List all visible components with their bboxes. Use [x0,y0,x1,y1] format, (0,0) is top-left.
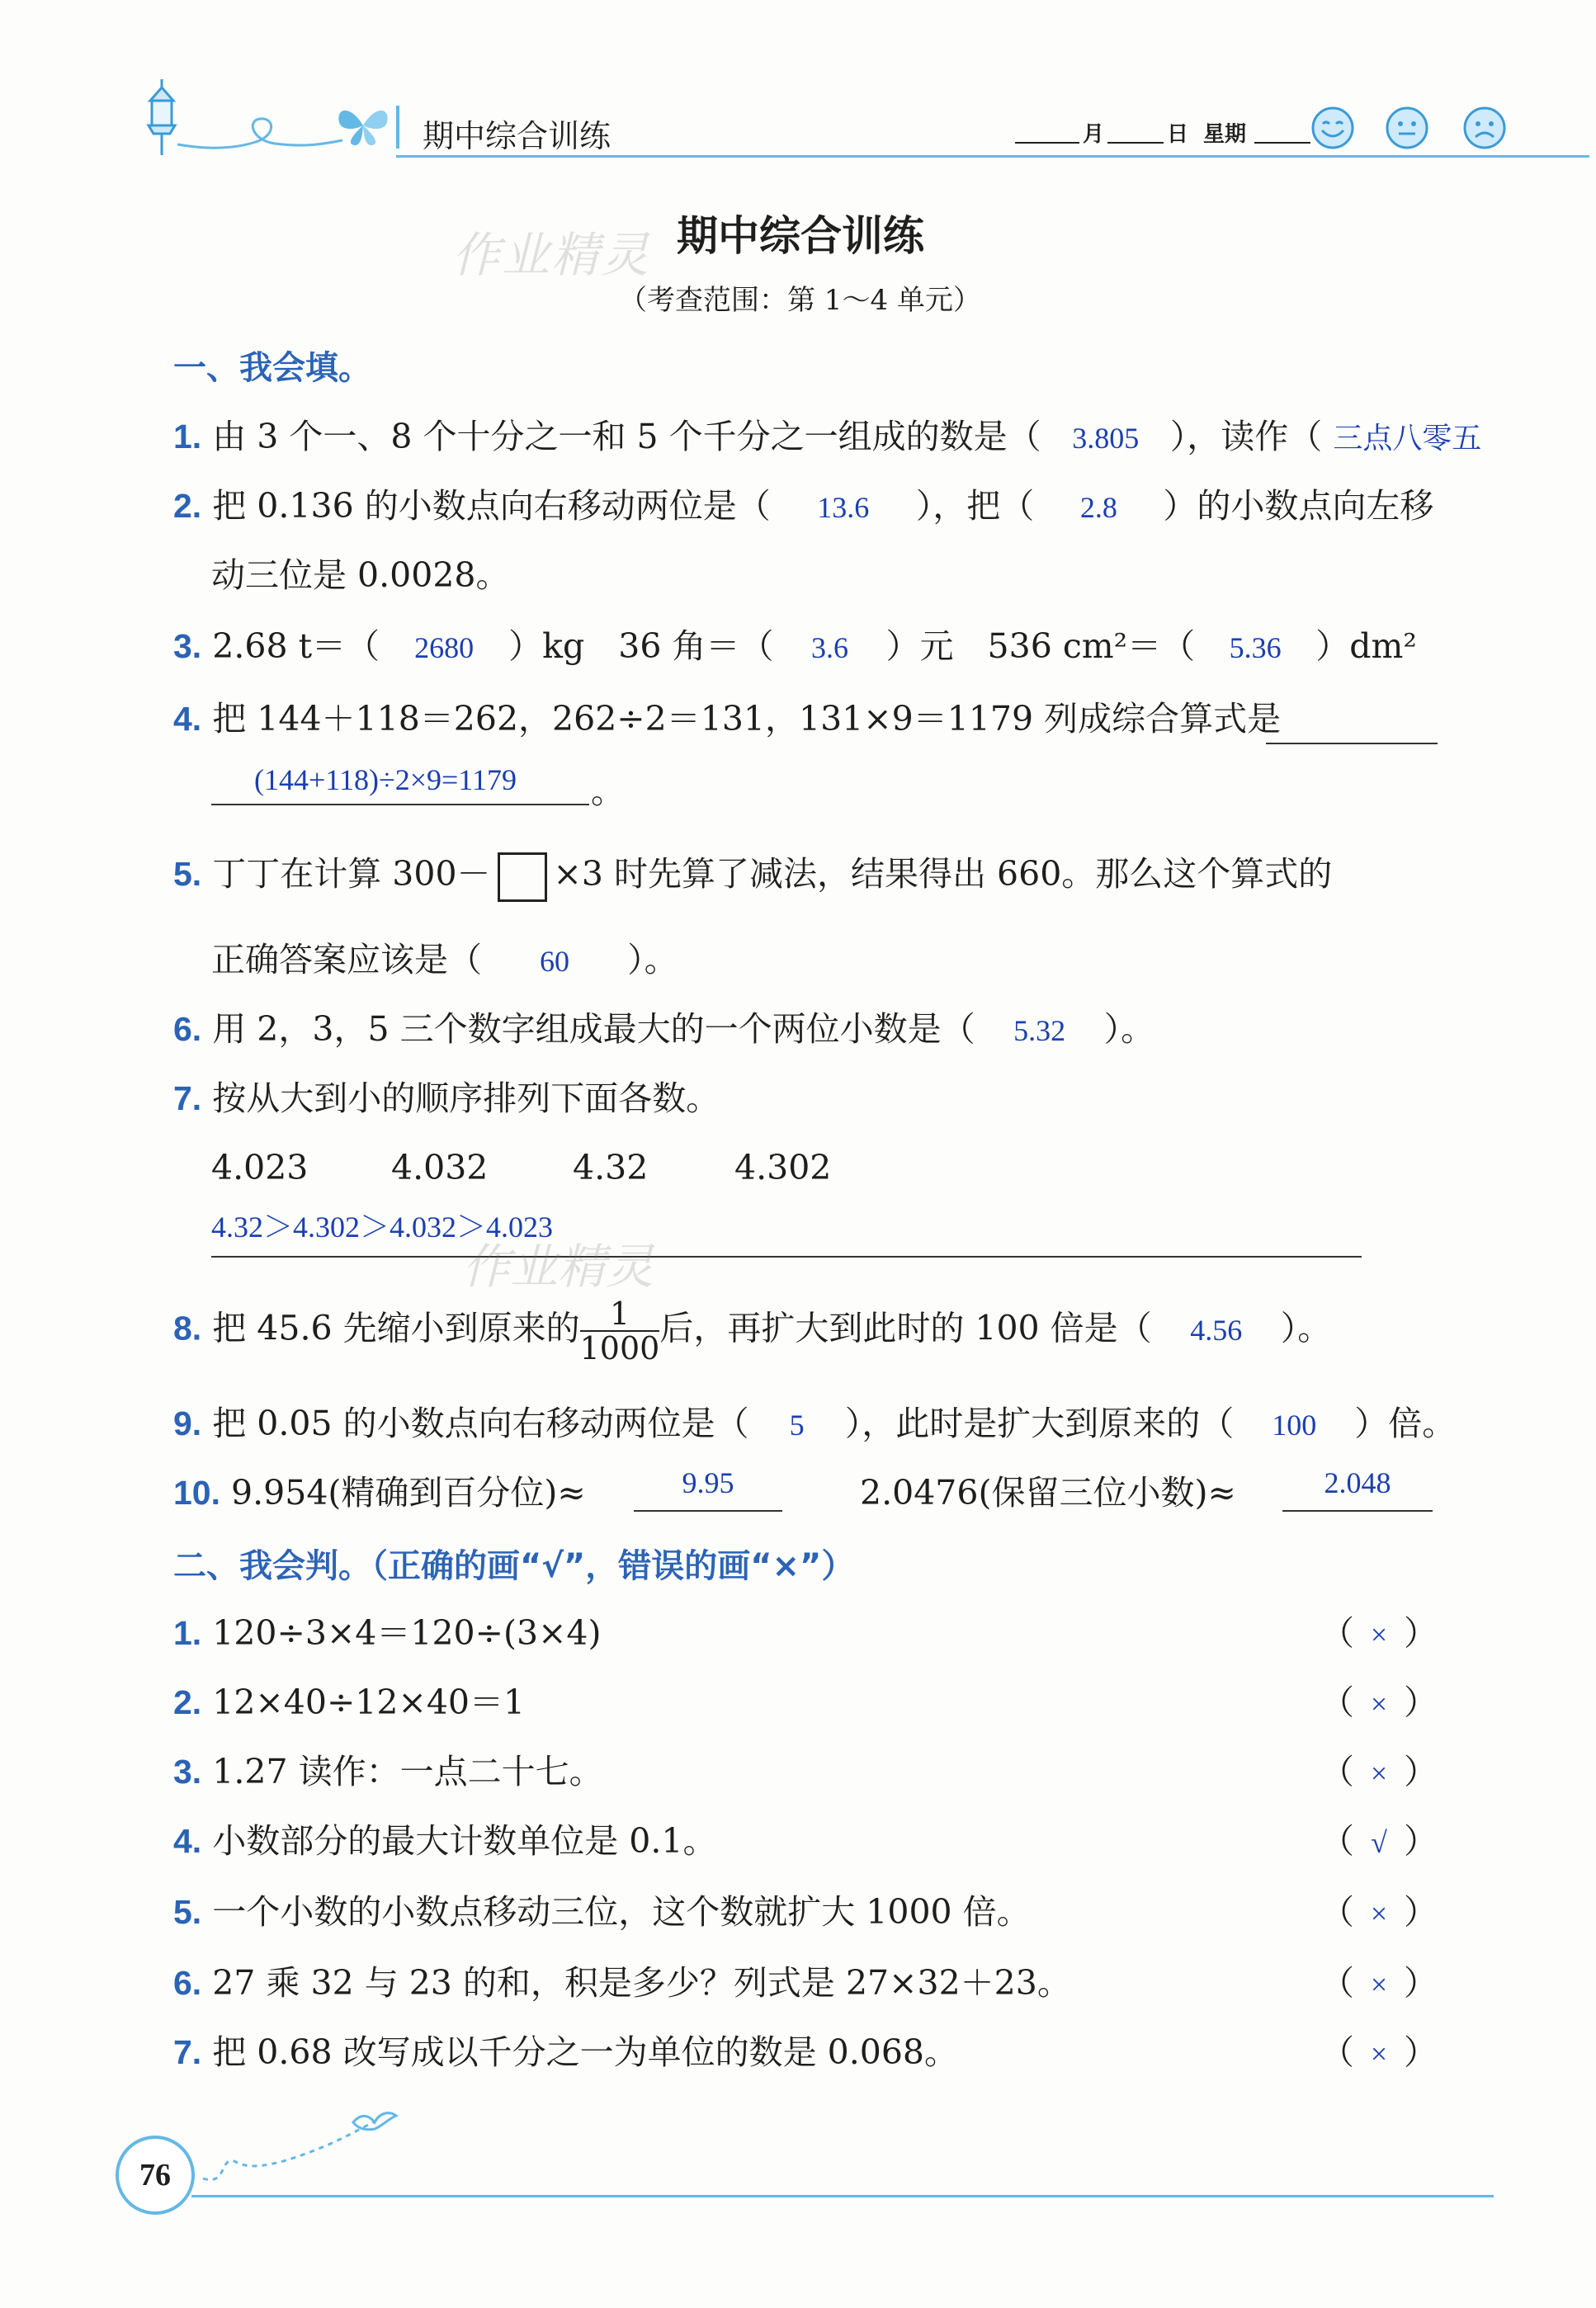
q1-text: 由 3 个一、8 个十分之一和 5 个千分之一组成的数是（ [212,417,1041,456]
q10-blank-1 [634,1510,782,1512]
q2-line2: 动三位是 0.0028。 [211,555,510,595]
q2-answer-2[interactable]: 2.8 [1079,491,1117,524]
judge-item-number: 7. [173,2033,202,2071]
q7-answer[interactable]: 4.32＞4.302＞4.032＞4.023 [211,1211,553,1244]
q4-number: 4. [173,700,202,738]
q4-text: 把 144＋118＝262，262÷2＝131，131×9＝1179 列成综合算式是 [212,699,1282,739]
q7-num-4: 4.302 [734,1148,832,1187]
q6-answer[interactable]: 5.32 [1013,1014,1066,1047]
q9-answer-2[interactable]: 100 [1272,1409,1317,1442]
q8-end: ）。 [1280,1308,1332,1348]
q8-p1: 把 45.6 先缩小到原来的 [212,1308,580,1348]
watermark: 作业精灵 [452,227,651,283]
judge-mark[interactable]: × [1370,1968,1388,2001]
q1-answer-reading[interactable]: 三点八零五 [1333,422,1482,455]
judge-mark[interactable]: × [1370,1687,1388,1720]
scope-note: （考查范围：第 1～4 单元） [619,284,981,317]
judge-item-text: 12×40÷12×40＝1 [212,1683,526,1722]
q10-blank-2 [1282,1510,1433,1512]
q3-answer-1[interactable]: 2680 [414,631,475,664]
header-tag: 期中综合训练 [423,118,611,154]
judge-item-text: 一个小数的小数点移动三位，这个数就扩大 1000 倍。 [212,1892,1031,1932]
q2-answer-1[interactable]: 13.6 [817,491,870,524]
q8-frac-num: 1 [609,1296,630,1332]
q3-answer-3[interactable]: 5.36 [1229,631,1282,664]
paren-close: ） [1404,1613,1438,1653]
q5-number: 5. [173,855,202,893]
judge-item-number: 4. [173,1822,202,1860]
q4-end: 。 [591,772,625,811]
date-day-label: 日 [1167,122,1189,147]
footer-rule [191,2195,1494,2197]
q10-p2: 2.0476(保留三位小数)≈ [860,1473,1236,1513]
judge-item-number: 5. [173,1893,202,1931]
q1-answer-number[interactable]: 3.805 [1072,422,1140,455]
q9-end: ）倍。 [1354,1404,1457,1443]
judge-item-3 [173,1748,603,1796]
paren-open: （ [1320,1752,1354,1791]
watermark-2: 作业精灵 [462,1239,654,1295]
q5-end: ）。 [627,940,678,979]
paren-close: ） [1404,1821,1438,1861]
q7 [173,1074,720,1122]
judge-item-number: 6. [173,1964,202,2002]
q5-p1: 丁丁在计算 300－ [212,854,491,894]
judge-item-text: 120÷3×4＝120÷(3×4) [212,1613,602,1653]
q2-text1: 把 0.136 的小数点向右移动两位是（ [212,486,771,526]
paren-open: （ [1320,1963,1354,2003]
q7-num-2: 4.032 [391,1148,489,1187]
q2-number: 2. [173,487,202,525]
q6 [173,1005,1155,1055]
q10-p1: 9.954(精确到百分位)≈ [231,1473,586,1513]
judge-item-text: 1.27 读作：一点二十七。 [212,1752,603,1791]
q4-blank-line1 [1266,743,1438,744]
q4-answer[interactable]: (144+118)÷2×9=1179 [254,763,517,796]
page-number-badge [116,2136,195,2215]
judge-answer-7[interactable] [1320,2028,1438,2078]
date-week-label: 星期 [1203,122,1247,147]
date-month-blank[interactable] [1015,142,1079,144]
date-week-blank[interactable] [1254,142,1310,144]
paren-open: （ [1320,1683,1354,1722]
judge-item-4 [173,1817,717,1865]
paren-close: ） [1404,2032,1438,2072]
q7-text: 按从大到小的顺序排列下面各数。 [212,1078,720,1118]
q3-p4: ）dm² [1315,626,1417,666]
header-divider [396,106,399,149]
page-title: 期中综合训练 [677,212,924,260]
q6-end: ）。 [1103,1009,1155,1049]
q4-blank-line2 [211,804,589,805]
section1-heading: 一、我会填。 [173,349,371,387]
judge-answer-1[interactable] [1320,1609,1438,1659]
judge-mark[interactable]: × [1370,1897,1388,1930]
judge-mark[interactable]: × [1370,1757,1388,1790]
judge-mark[interactable]: × [1370,2037,1388,2070]
paren-close: ） [1404,1683,1438,1722]
judge-answer-3[interactable] [1320,1748,1438,1797]
bird-icon [350,2104,399,2140]
q6-number: 6. [173,1010,202,1048]
judge-item-2 [173,1678,525,1726]
q5-line2 [211,936,678,985]
paren-open: （ [1320,1821,1354,1861]
neutral-face-icon[interactable] [1385,106,1429,150]
q9-number: 9. [173,1404,202,1442]
q8 [173,1297,1331,1365]
judge-item-1 [173,1609,602,1657]
section2-heading: 二、我会判。（正确的画“√”，错误的画“×”） [173,1547,855,1585]
q8-fraction [580,1297,660,1365]
judge-answer-6[interactable] [1320,1959,1438,2008]
judge-item-number: 2. [173,1683,202,1721]
judge-answer-4[interactable] [1320,1817,1438,1867]
q9-p2: ），此时是扩大到原来的（ [844,1404,1235,1443]
judge-item-text: 27 乘 32 与 23 的和，积是多少？列式是 27×32＋23。 [212,1963,1071,2003]
q8-answer[interactable]: 4.56 [1190,1313,1243,1347]
paren-close: ） [1404,1892,1438,1932]
header-rule [396,155,1589,158]
q5-blank-box[interactable] [498,852,547,902]
q5 [173,850,1332,902]
q7-num-1: 4.023 [211,1148,309,1187]
date-day-blank[interactable] [1107,142,1164,144]
judge-item-7 [173,2028,958,2076]
q5-text2: 正确答案应该是（ [211,940,482,979]
sad-face-icon[interactable] [1462,106,1507,150]
q10-left [173,1469,586,1517]
q5-p2: ×3 时先算了减法，结果得出 660。那么这个算式的 [553,854,1333,894]
q3-p2: ）kg 36 角＝（ [508,626,774,666]
judge-answer-2[interactable] [1320,1678,1438,1728]
judge-mark[interactable]: × [1370,1618,1388,1651]
q9-p1: 把 0.05 的小数点向右移动两位是（ [212,1404,749,1443]
q3-p1: 2.68 t＝（ [212,626,380,666]
q10-answer-1[interactable]: 9.95 [682,1466,734,1499]
q7-answer-line [211,1256,1362,1258]
q2-end: ）的小数点向左移 [1163,486,1434,526]
q9-answer-1[interactable]: 5 [789,1409,805,1442]
judge-answer-5[interactable] [1320,1888,1438,1937]
q5-answer[interactable]: 60 [540,945,570,978]
paren-close: ） [1404,1752,1438,1791]
q3 [173,622,1417,672]
q10-number: 10. [173,1474,220,1512]
judge-item-6 [173,1959,1071,2007]
q8-number: 8. [173,1309,202,1348]
paren-open: （ [1320,1613,1354,1653]
page-number: 76 [139,2158,171,2192]
q7-number: 7. [173,1079,202,1117]
q3-p3: ）元 536 cm²＝（ [885,626,1196,666]
paren-close: ） [1404,1963,1438,2003]
judge-item-number: 1. [173,1614,202,1652]
q8-frac-den: 1000 [579,1330,660,1366]
q1 [173,413,1481,462]
judge-item-5 [173,1888,1031,1936]
q7-num-3: 4.32 [573,1148,649,1187]
butterfly-icon [334,101,392,150]
judge-item-number: 3. [173,1753,202,1791]
q3-number: 3. [173,627,202,665]
paren-open: （ [1320,2032,1354,2072]
judge-item-text: 把 0.68 改写成以千分之一为单位的数是 0.068。 [212,2032,959,2072]
q8-p2: 后，再扩大到此时的 100 倍是（ [659,1308,1152,1348]
q2-mid: ），把（ [915,486,1035,526]
q3-answer-2[interactable]: 3.6 [811,631,848,664]
q9 [173,1399,1456,1449]
paren-open: （ [1320,1892,1354,1932]
q1-number: 1. [173,418,202,455]
q1-mid: ），读作（ [1169,417,1323,456]
q10-answer-2[interactable]: 2.048 [1324,1466,1391,1499]
date-month-label: 月 [1083,122,1105,147]
happy-face-icon[interactable] [1310,106,1355,150]
q4 [173,695,1281,743]
judge-mark[interactable]: √ [1371,1826,1387,1859]
judge-item-text: 小数部分的最大计数单位是 0.1。 [212,1821,717,1861]
q2 [173,482,1433,531]
q6-text: 用 2，3，5 三个数字组成最大的一个两位小数是（ [212,1009,975,1049]
